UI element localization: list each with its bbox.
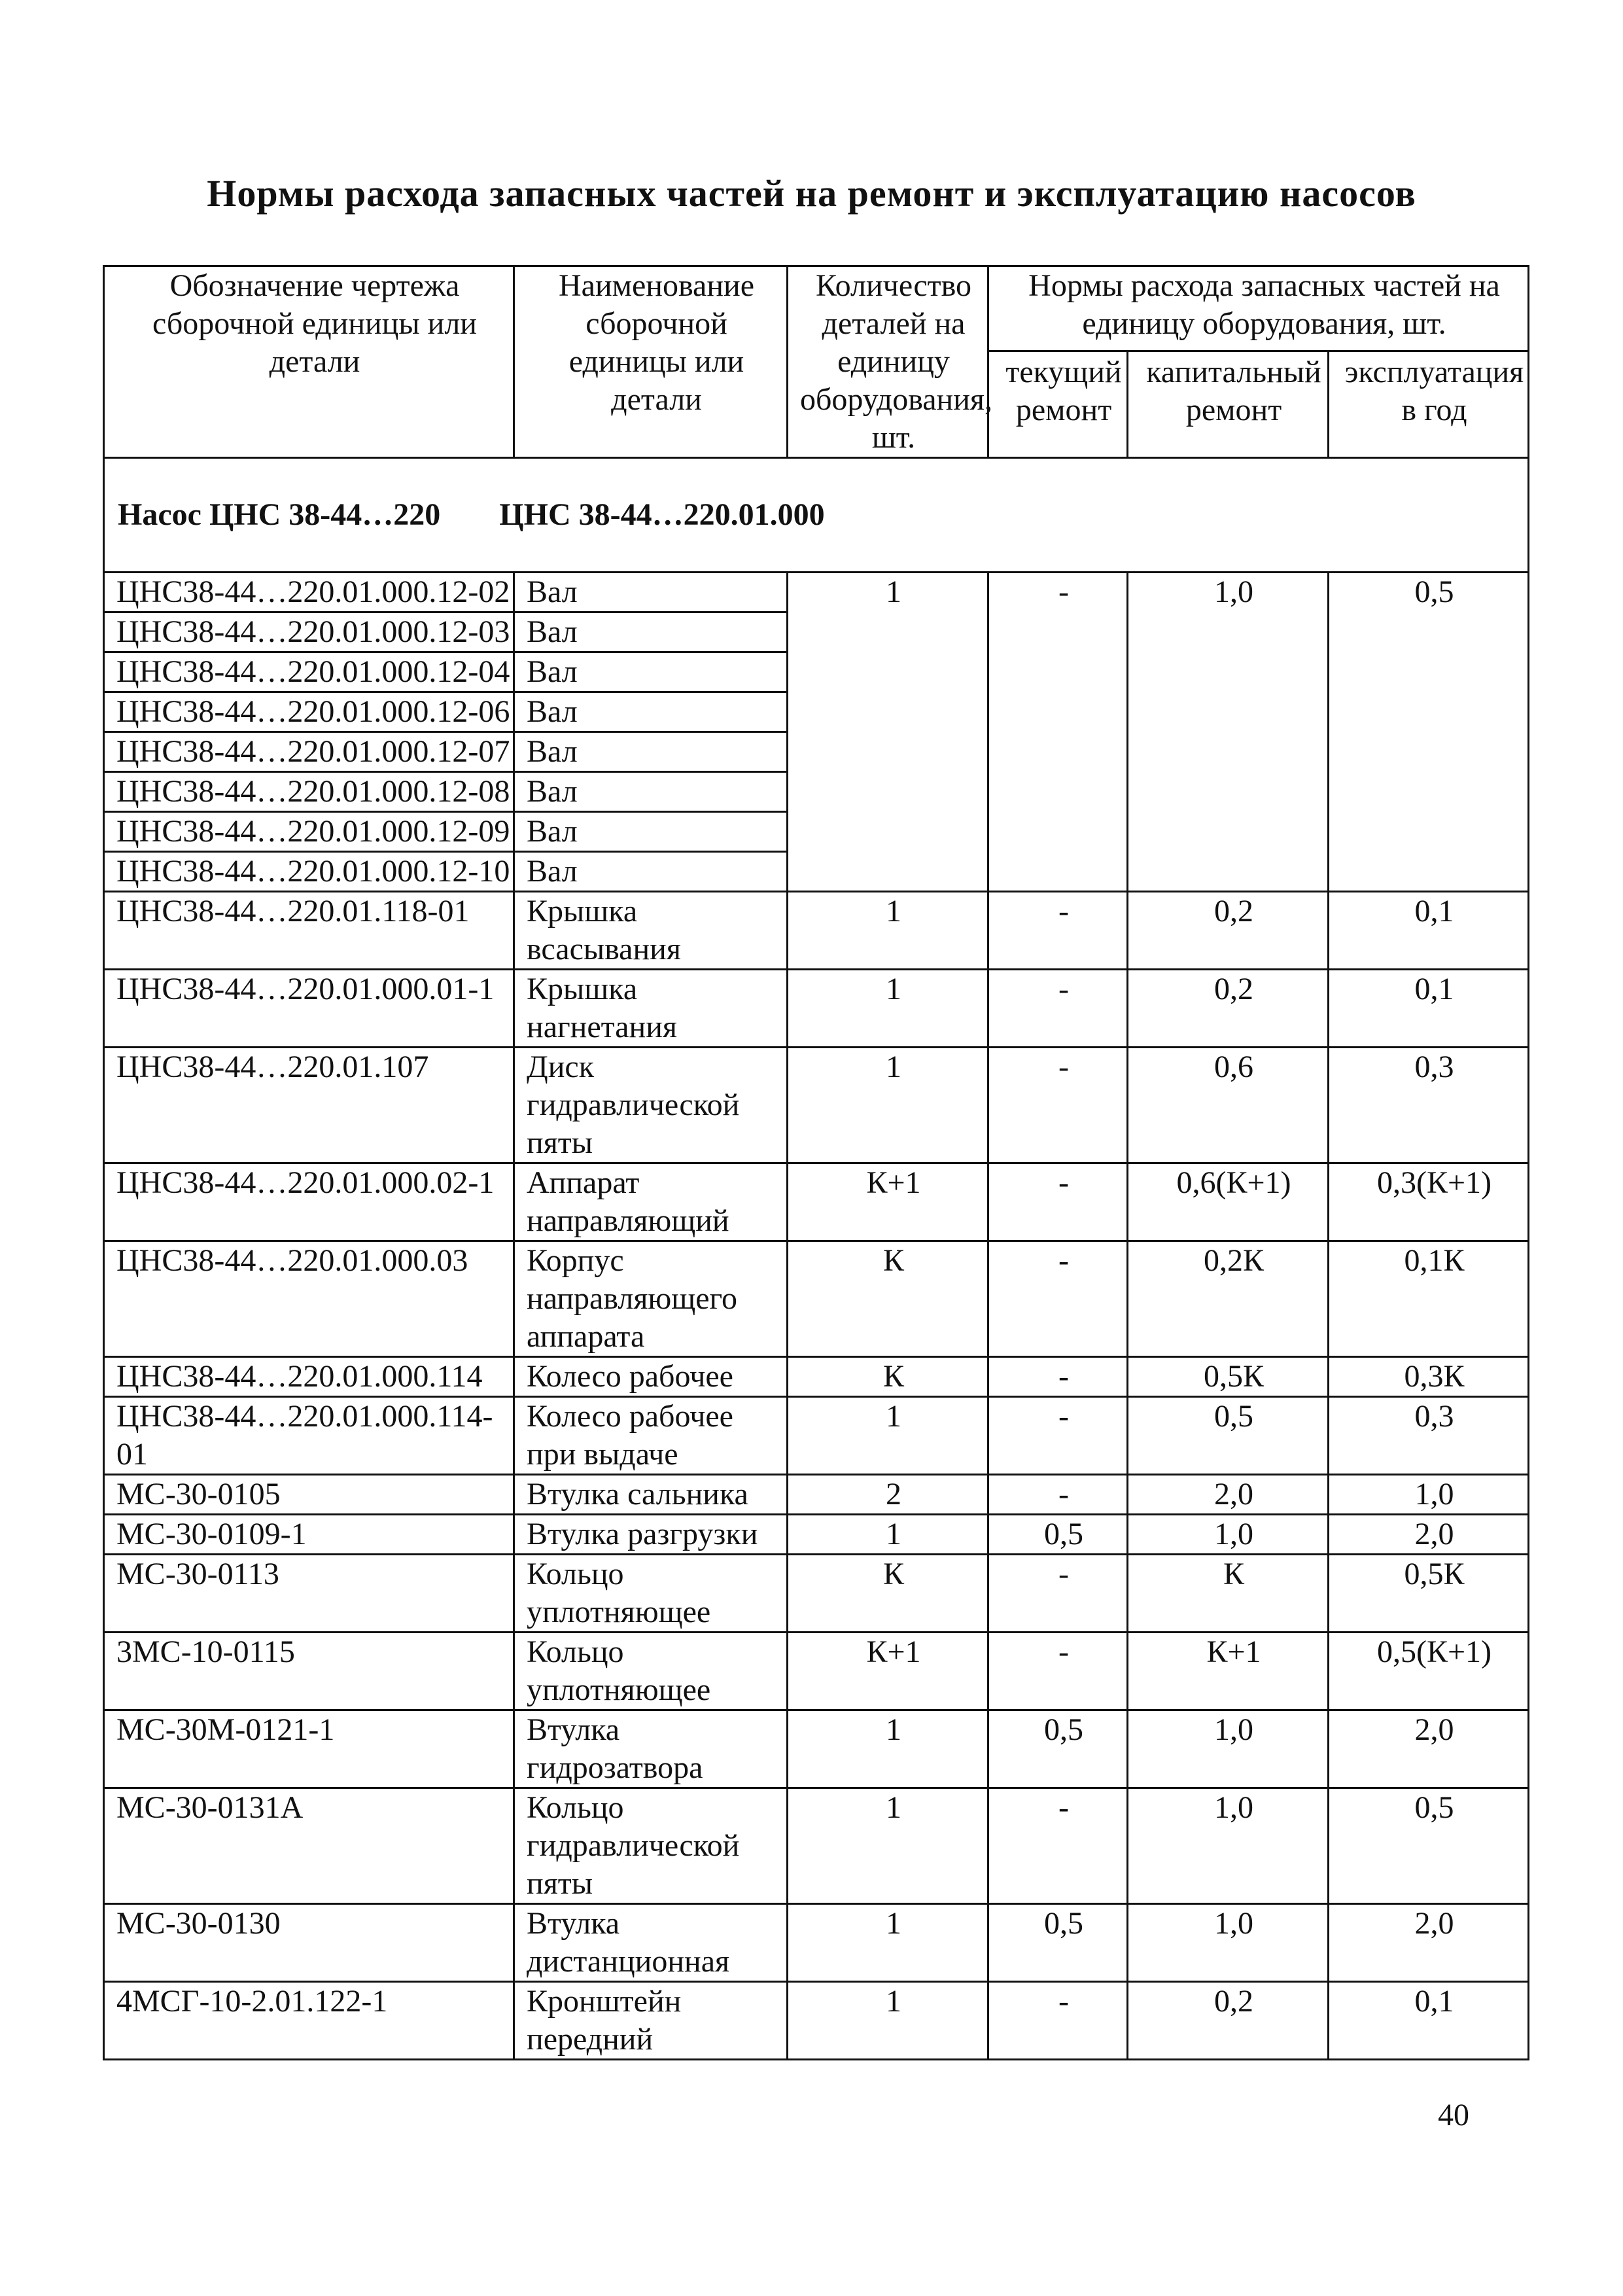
norm-current: - [988,1163,1128,1241]
part-code: ЦНС38-44…220.01.000.12-07 [104,732,514,772]
part-code: ЦНС38-44…220.01.118-01 [104,892,514,970]
part-code: ЦНС38-44…220.01.000.114 [104,1357,514,1397]
table-row [104,1904,1529,1982]
section-code: ЦНС 38-44…220.01.000 [499,497,825,532]
part-name: Вал [514,852,788,892]
table-row [104,1241,1529,1357]
header-operation: эксплуатация в год [1329,351,1529,457]
part-code: 4МСГ-10-2.01.122-1 [104,1982,514,2060]
part-name: Колесо рабочее при выдаче [514,1397,788,1475]
part-quantity: 1 [788,1982,988,2060]
header-name: Наименование сборочной единицы или детали [514,266,788,458]
part-name: Вал [514,692,788,732]
part-name: Корпус направляющего аппарата [514,1241,788,1357]
part-name: Вал [514,612,788,652]
table-row [104,970,1529,1048]
norm-capital: 0,5 [1128,1397,1329,1475]
part-quantity: 1 [788,970,988,1048]
norm-current: - [988,1555,1128,1633]
part-quantity: 2 [788,1475,988,1515]
table-row [104,1515,1529,1555]
header-quantity: Количество деталей на единицу оборудования, шт. [788,266,988,458]
section-pump: Насос ЦНС 38-44…220 [118,497,441,532]
norm-capital: 1,0 [1128,1788,1329,1904]
table-row [104,1475,1529,1515]
norm-current: - [988,1633,1128,1710]
norm-current: - [988,970,1128,1048]
table-row [104,1555,1529,1633]
part-code: МС-30-0109-1 [104,1515,514,1555]
part-name: Диск гидравлической пяты [514,1048,788,1163]
part-name: Крышка нагнетания [514,970,788,1048]
part-code: МС-30-0113 [104,1555,514,1633]
part-quantity: 1 [788,892,988,970]
part-quantity: 1 [788,1710,988,1788]
norm-operation: 0,1К [1329,1241,1529,1357]
table-row [104,1982,1529,2060]
norm-current: - [988,1241,1128,1357]
part-quantity: 1 [788,1048,988,1163]
part-name: Вал [514,772,788,812]
part-name: Кольцо гидравлической пяты [514,1788,788,1904]
spare-parts-table [103,265,1529,2060]
part-code: МС-30-0105 [104,1475,514,1515]
part-name: Кронштейн передний [514,1982,788,2060]
part-code: ЦНС38-44…220.01.000.12-10 [104,852,514,892]
part-quantity: К [788,1357,988,1397]
part-code: ЦНС38-44…220.01.000.12-08 [104,772,514,812]
part-code: ЦНС38-44…220.01.000.02-1 [104,1163,514,1241]
header-row [104,266,1529,351]
norm-capital: 1,0 [1128,1710,1329,1788]
norm-operation: 0,1 [1329,1982,1529,2060]
section-row [104,458,1529,573]
norm-current: - [988,1397,1128,1475]
part-quantity: К [788,1555,988,1633]
norm-operation: 2,0 [1329,1904,1529,1982]
part-name: Втулка разгрузки [514,1515,788,1555]
table-row [104,1048,1529,1163]
part-quantity: 1 [788,1788,988,1904]
part-code: ЦНС38-44…220.01.000.01-1 [104,970,514,1048]
norm-operation: 2,0 [1329,1515,1529,1555]
norm-capital: 1,0 [1128,573,1329,892]
norm-capital: 0,2 [1128,892,1329,970]
header-current: текущий ремонт [988,351,1128,457]
part-quantity: 1 [788,573,988,892]
part-code: ЦНС38-44…220.01.107 [104,1048,514,1163]
part-name: Вал [514,812,788,852]
norm-current: - [988,1788,1128,1904]
part-name: Колесо рабочее [514,1357,788,1397]
norm-operation: 2,0 [1329,1710,1529,1788]
part-name: Кольцо уплотняющее [514,1633,788,1710]
norm-capital: 0,6(К+1) [1128,1163,1329,1241]
norm-operation: 0,3 [1329,1397,1529,1475]
part-quantity: 1 [788,1397,988,1475]
norm-current: - [988,573,1128,892]
norm-capital: 0,5К [1128,1357,1329,1397]
norm-operation: 0,3К [1329,1357,1529,1397]
header-designation: Обозначение чертежа сборочной единицы или детали [104,266,514,458]
part-code: ЦНС38-44…220.01.000.12-04 [104,652,514,692]
norm-operation: 0,5 [1329,1788,1529,1904]
part-code: 3МС-10-0115 [104,1633,514,1710]
norm-operation: 0,5К [1329,1555,1529,1633]
norm-capital: К+1 [1128,1633,1329,1710]
norm-current: - [988,892,1128,970]
part-code: ЦНС38-44…220.01.000.114-01 [104,1397,514,1475]
table-row [104,1788,1529,1904]
norm-operation: 0,3(К+1) [1329,1163,1529,1241]
part-name: Втулка сальника [514,1475,788,1515]
norm-operation: 0,3 [1329,1048,1529,1163]
norm-capital: 0,2К [1128,1241,1329,1357]
page-title: Нормы расхода запасных частей на ремонт и эксплуатацию насосов [207,172,1416,215]
norm-capital: 0,2 [1128,1982,1329,2060]
norm-capital: 0,2 [1128,970,1329,1048]
norm-current: - [988,1982,1128,2060]
table-row [104,1357,1529,1397]
part-code: ЦНС38-44…220.01.000.12-09 [104,812,514,852]
part-name: Вал [514,652,788,692]
part-quantity: К+1 [788,1633,988,1710]
norm-capital: 1,0 [1128,1515,1329,1555]
section-title [104,458,1529,573]
part-name: Втулка дистанционная [514,1904,788,1982]
part-code: МС-30-0131А [104,1788,514,1904]
table-row [104,1633,1529,1710]
norm-operation: 0,1 [1329,970,1529,1048]
part-quantity: К [788,1241,988,1357]
norm-current: 0,5 [988,1904,1128,1982]
norm-capital: 2,0 [1128,1475,1329,1515]
table-row [104,892,1529,970]
header-norms: Нормы расхода запасных частей на единицу оборудования, шт. [988,266,1529,351]
table-row [104,1397,1529,1475]
norm-operation: 1,0 [1329,1475,1529,1515]
norm-operation: 0,5(К+1) [1329,1633,1529,1710]
page-number: 40 [1438,2098,1469,2132]
part-code: МС-30-0130 [104,1904,514,1982]
table-row [104,1163,1529,1241]
part-name: Втулка гидрозатвора [514,1710,788,1788]
norm-capital: 0,6 [1128,1048,1329,1163]
norm-capital: К [1128,1555,1329,1633]
norm-capital: 1,0 [1128,1904,1329,1982]
part-code: ЦНС38-44…220.01.000.12-02 [104,573,514,612]
table-row [104,573,1529,612]
norm-current: 0,5 [988,1710,1128,1788]
norm-operation: 0,5 [1329,573,1529,892]
header-capital: капитальный ремонт [1128,351,1329,457]
part-name: Кольцо уплотняющее [514,1555,788,1633]
norm-current: - [988,1475,1128,1515]
norm-current: 0,5 [988,1515,1128,1555]
part-name: Крышка всасывания [514,892,788,970]
part-quantity: К+1 [788,1163,988,1241]
part-code: ЦНС38-44…220.01.000.12-06 [104,692,514,732]
part-code: МС-30М-0121-1 [104,1710,514,1788]
table-row [104,1710,1529,1788]
norm-current: - [988,1048,1128,1163]
part-code: ЦНС38-44…220.01.000.03 [104,1241,514,1357]
part-quantity: 1 [788,1904,988,1982]
part-name: Вал [514,573,788,612]
norm-current: - [988,1357,1128,1397]
part-name: Вал [514,732,788,772]
norm-operation: 0,1 [1329,892,1529,970]
part-code: ЦНС38-44…220.01.000.12-03 [104,612,514,652]
part-quantity: 1 [788,1515,988,1555]
part-name: Аппарат направляющий [514,1163,788,1241]
